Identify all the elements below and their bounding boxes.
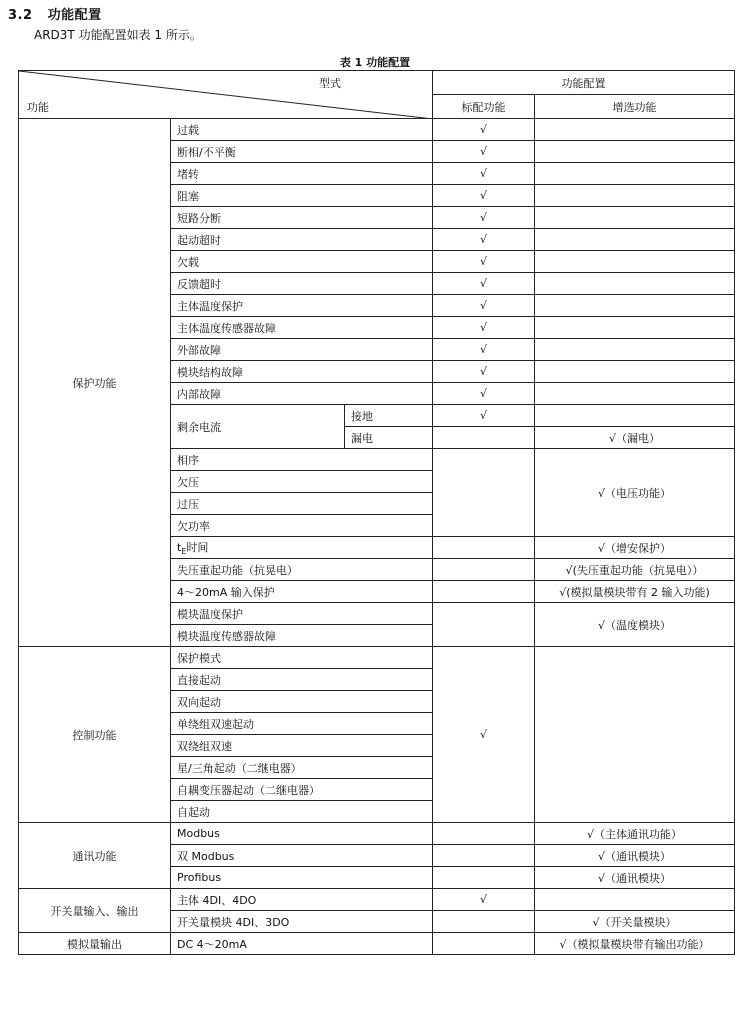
item-label: 内部故障 [171, 383, 433, 405]
optional-cell [535, 405, 735, 427]
optional-cell [535, 361, 735, 383]
optional-cell [535, 339, 735, 361]
optional-cell [535, 383, 735, 405]
item-label: 欠压 [171, 471, 433, 493]
item-label: 双 Modbus [171, 845, 433, 867]
item-label: 过载 [171, 119, 433, 141]
item-label: 反馈超时 [171, 273, 433, 295]
optional-comm: √（通讯模块） [535, 867, 735, 889]
check-mark: √ [433, 317, 535, 339]
item-label: 自起动 [171, 801, 433, 823]
check-mark: √ [433, 207, 535, 229]
table-row [19, 889, 735, 911]
te-suffix: 时间 [186, 540, 209, 554]
header-model: 型式 [319, 77, 341, 90]
table-row [19, 823, 735, 845]
intro-text: ARD3T 功能配置如表 1 所示。 [34, 28, 202, 42]
item-label: 短路分断 [171, 207, 433, 229]
standard-cell [433, 537, 535, 559]
header-optional: 增选功能 [535, 95, 735, 119]
item-label: Profibus [171, 867, 433, 889]
standard-cell [433, 845, 535, 867]
standard-cell [433, 427, 535, 449]
standard-cell [433, 603, 535, 647]
sub-item-ground: 接地 [345, 405, 433, 427]
diagonal-header-cell [19, 71, 433, 119]
item-label: 主体温度传感器故障 [171, 317, 433, 339]
check-mark: √ [433, 361, 535, 383]
optional-te: √（增安保护） [535, 537, 735, 559]
optional-analog-out: √（模拟量模块带有输出功能） [535, 933, 735, 955]
header-function: 功能 [27, 101, 49, 114]
item-label: 过压 [171, 493, 433, 515]
item-label: 主体温度保护 [171, 295, 433, 317]
optional-cell [535, 141, 735, 163]
te-prefix: t [177, 540, 182, 554]
check-mark: √ [433, 383, 535, 405]
group-comm: 通讯功能 [19, 823, 171, 889]
optional-analog-in: √(模拟量模块带有 2 输入功能) [535, 581, 735, 603]
item-label: 阻塞 [171, 185, 433, 207]
check-mark: √ [433, 647, 535, 823]
check-mark: √ [433, 339, 535, 361]
check-mark: √ [433, 141, 535, 163]
item-label: 主体 4DI、4DO [171, 889, 433, 911]
optional-cell [535, 185, 735, 207]
sub-item-leak: 漏电 [345, 427, 433, 449]
optional-cell [535, 295, 735, 317]
group-analog: 模拟量输出 [19, 933, 171, 955]
optional-restart: √(失压重起功能（抗晃电）） [535, 559, 735, 581]
check-mark: √ [433, 163, 535, 185]
header-row-1 [19, 71, 735, 95]
item-label: Modbus [171, 823, 433, 845]
group-control: 控制功能 [19, 647, 171, 823]
item-label: 相序 [171, 449, 433, 471]
table-caption: 表 1 功能配置 [339, 56, 411, 69]
optional-io: √（开关量模块） [535, 911, 735, 933]
optional-leak: √（漏电） [535, 427, 735, 449]
section-title: 功能配置 [47, 8, 102, 23]
optional-cell [535, 163, 735, 185]
table-row [19, 933, 735, 955]
check-mark: √ [433, 295, 535, 317]
optional-cell [535, 273, 735, 295]
item-label: 自耦变压器起动（二继电器） [171, 779, 433, 801]
function-config-table [18, 70, 735, 955]
optional-cell [535, 317, 735, 339]
item-label: 单绕组双速起动 [171, 713, 433, 735]
group-io: 开关量输入、输出 [19, 889, 171, 933]
item-label: 失压重起功能（抗晃电） [171, 559, 433, 581]
item-label-residual: 剩余电流 [171, 405, 345, 449]
item-label: 模块结构故障 [171, 361, 433, 383]
section-heading [8, 4, 102, 23]
item-label: 开关量模块 4DI、3DO [171, 911, 433, 933]
standard-cell [433, 581, 535, 603]
section-number: 3.2 [8, 8, 33, 23]
item-label: 模块温度传感器故障 [171, 625, 433, 647]
item-label: 模块温度保护 [171, 603, 433, 625]
item-label: 断相/不平衡 [171, 141, 433, 163]
item-label-te [171, 537, 433, 559]
header-config: 功能配置 [433, 71, 735, 95]
item-label: 外部故障 [171, 339, 433, 361]
check-mark: √ [433, 889, 535, 911]
diagonal-line [19, 71, 433, 119]
check-mark: √ [433, 229, 535, 251]
group-protect: 保护功能 [19, 119, 171, 647]
item-label: 欠载 [171, 251, 433, 273]
item-label: 堵转 [171, 163, 433, 185]
item-label: 直接起动 [171, 669, 433, 691]
table-row [19, 119, 735, 141]
item-label: 4～20mA 输入保护 [171, 581, 433, 603]
optional-voltage: √（电压功能） [535, 449, 735, 537]
item-label: 双向起动 [171, 691, 433, 713]
standard-cell [433, 449, 535, 537]
optional-comm: √（通讯模块） [535, 845, 735, 867]
item-label: 保护模式 [171, 647, 433, 669]
optional-cell [535, 251, 735, 273]
item-label: 星/三角起动（二继电器） [171, 757, 433, 779]
header-standard: 标配功能 [433, 95, 535, 119]
te-subscript: E [181, 547, 187, 557]
standard-cell [433, 559, 535, 581]
item-label: 起动超时 [171, 229, 433, 251]
optional-temp-module: √（温度模块） [535, 603, 735, 647]
standard-cell [433, 823, 535, 845]
check-mark: √ [433, 251, 535, 273]
standard-cell [433, 933, 535, 955]
optional-comm: √（主体通讯功能） [535, 823, 735, 845]
optional-cell [535, 229, 735, 251]
standard-cell [433, 867, 535, 889]
check-mark: √ [433, 405, 535, 427]
item-label: 欠功率 [171, 515, 433, 537]
optional-cell [535, 119, 735, 141]
optional-cell [535, 207, 735, 229]
optional-cell [535, 889, 735, 911]
table-row [19, 647, 735, 669]
item-label: 双绕组双速 [171, 735, 433, 757]
item-label: DC 4～20mA [171, 933, 433, 955]
check-mark: √ [433, 119, 535, 141]
check-mark: √ [433, 185, 535, 207]
check-mark: √ [433, 273, 535, 295]
optional-cell [535, 647, 735, 823]
standard-cell [433, 911, 535, 933]
